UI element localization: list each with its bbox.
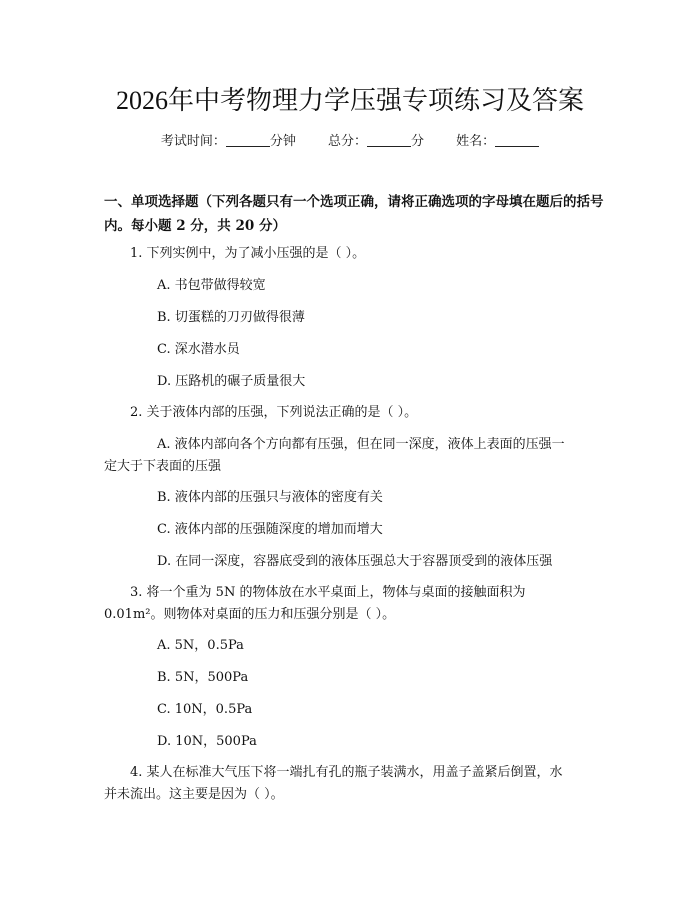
page-title: 2026年中考物理力学压强专项练习及答案 xyxy=(115,86,584,115)
question-2-stem: 2. 关于液体内部的压强，下列说法正确的是（ ）。 xyxy=(130,405,418,420)
question-3-stem-line1: 3. 将一个重为 5N 的物体放在水平桌面上，物体与桌面的接触面积为 xyxy=(130,585,526,600)
question-2-option-c: C. 液体内部的压强随深度的增加而增大 xyxy=(157,522,383,537)
question-1-option-d: D. 压路机的碾子质量很大 xyxy=(157,374,306,389)
name-label: 姓名： xyxy=(456,134,496,149)
name-blank xyxy=(495,133,539,147)
score-blank xyxy=(367,133,411,147)
question-2-option-d: D. 在同一深度，容器底受到的液体压强总大于容器顶受到的液体压强 xyxy=(157,554,553,569)
question-3-option-b: B. 5N，500Pa xyxy=(157,670,249,685)
question-1-option-a: A. 书包带做得较宽 xyxy=(157,278,266,293)
question-3-stem-line2: 0.01m²。则物体对桌面的压力和压强分别是（ ）。 xyxy=(104,607,396,622)
question-1-option-b: B. 切蛋糕的刀刃做得很薄 xyxy=(157,310,305,325)
question-3-option-c: C. 10N，0.5Pa xyxy=(157,702,253,717)
question-2-option-a-line2: 定大于下表面的压强 xyxy=(104,459,222,474)
question-4-stem-line1: 4. 某人在标准大气压下将一端扎有孔的瓶子装满水，用盖子盖紧后倒置，水 xyxy=(130,765,563,780)
exam-time-field xyxy=(161,134,300,149)
question-4-stem-line2: 并未流出。这主要是因为（ ）。 xyxy=(104,787,284,802)
section-heading: 一、单项选择题（下列各题只有一个选项正确，请将正确选项的字母填在题后的括号内。每小题 2 分，共 20 分） xyxy=(104,194,604,234)
question-2-option-a-line1: A. 液体内部向各个方向都有压强，但在同一深度，液体上表面的压强一 xyxy=(157,437,565,452)
question-1-option-c: C. 深水潜水员 xyxy=(157,342,240,357)
time-unit: 分钟 xyxy=(269,134,296,149)
exam-info-line xyxy=(0,132,700,152)
question-2-option-b: B. 液体内部的压强只与液体的密度有关 xyxy=(157,490,383,505)
time-blank xyxy=(226,133,270,147)
question-1-stem: 1. 下列实例中，为了减小压强的是（ ）。 xyxy=(130,246,366,261)
total-score-field xyxy=(328,134,428,149)
score-label: 总分： xyxy=(327,134,367,149)
name-field xyxy=(456,134,539,149)
question-3-option-a: A. 5N，0.5Pa xyxy=(157,638,244,653)
score-unit: 分 xyxy=(411,134,425,149)
time-label: 考试时间： xyxy=(160,134,226,149)
question-3-option-d: D. 10N，500Pa xyxy=(157,734,257,749)
